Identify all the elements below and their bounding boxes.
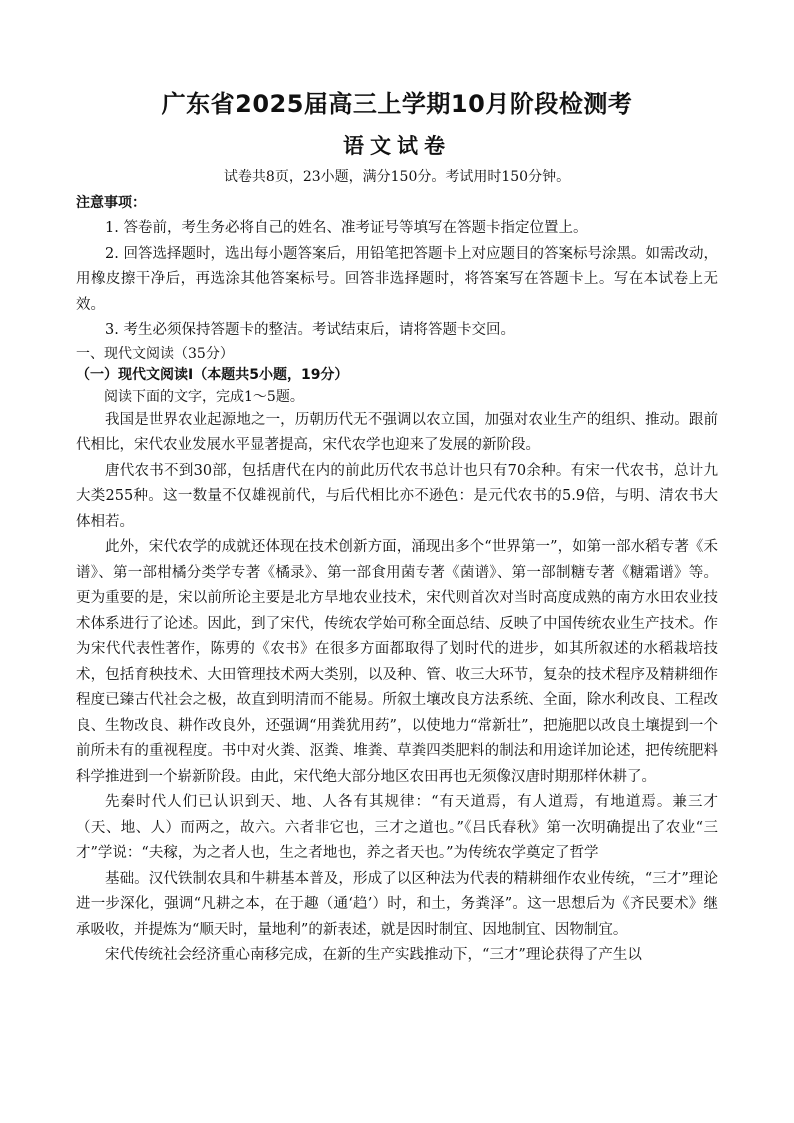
notice-item-2: 2. 回答选择题时，选出每小题答案后，用铅笔把答题卡上对应题目的答案标号涂黑。如需改动，用橡皮擦干净后，再选涂其他答案标号。回答非选择题时，将答案写在答题卡上。写在本试卷上无效。 [76, 245, 718, 313]
notice-heading: 注意事项： [76, 195, 146, 211]
passage-paragraph-3: 此外，宋代农学的成就还体现在技术创新方面，涌现出多个“世界第一”，如第一部水稻专著《禾谱》、第一部柑橘分类学专著《橘录》、第一部食用菌专著《菌谱》、第一部制糖专著《糖霜谱》等。更为重要的是，宋以前所论主要是北方旱地农业技术，宋代则首次对当时高度成熟的南方水田农业技术体系进行了论述。因此，到了宋代，传统农学始可称全面总结、反映了中国传统农业生产技术。作为宋代代表性著作，陈旉的《农书》在很多方面都取得了划时代的进步，如其所叙述的水稻栽培技术，包括育秧技术、大田管理技术两大类别，以及种、管、收三大环节，复杂的技术程序及精耕细作程度已臻古代社会之极，故直到明清而不能易。所叙土壤改良方法系统、全面，除水利改良、工程改良、生物改良、耕作改良外，还强调“用粪犹用药”，以使地力“常新壮”，把施肥以改良土壤提到一个前所未有的重视程度。书中对火粪、沤粪、堆粪、草粪四类肥料的制法和用途详加论述，把传统肥料科学推进到一个崭新阶段。由此，宋代绝大部分地区农田再也无须像汉唐时期那样休耕了。 [76, 539, 718, 785]
exam-body [76, 216, 718, 969]
notice-item-3: 3. 考生必须保持答题卡的整洁。考试结束后，请将答题卡交回。 [105, 322, 515, 338]
exam-title: 广东省2025届高三上学期10月阶段检测考 [161, 90, 633, 118]
passage-paragraph-4: 先秦时代人们已认识到天、地、人各有其规律：“有天道焉，有人道焉，有地道焉。兼三才（天、地、人）而两之，故六。六者非它也，三才之道也。”《吕氏春秋》第一次明确提出了农业“三才”学说：“夫稼，为之者人也，生之者地也，养之者天也。”为传统农学奠定了哲学 [76, 794, 718, 861]
reading-instruction: 阅读下面的文字，完成1～5题。 [104, 388, 304, 405]
exam-info: 试卷共8页，23小题，满分150分。考试用时150分钟。 [223, 169, 571, 185]
passage-paragraph-5: 基础。汉代铁制农具和牛耕基本普及，形成了以区种法为代表的精耕细作农业传统，“三才”理论进一步深化，强调“凡耕之本，在于趣（通‘趋’）时，和土，务粪泽”。这一思想后为《齐民要术》继承吸收，并提炼为“顺天时，量地利”的新表述，就是因时制宜、因地制宜、因物制宜。 [76, 870, 718, 938]
exam-subtitle: 语文试卷 [343, 134, 451, 158]
section-subheading: （一）现代文阅读Ⅰ（本题共5小题，19分） [76, 366, 349, 383]
passage-paragraph-2: 唐代农书不到30部，包括唐代在内的前此历代农书总计也只有70余种。有宋一代农书，总计九大类255种。这一数量不仅雄视前代，与后代相比亦不逊色：是元代农书的5.9倍，与明、清农书大体相若。 [76, 462, 718, 530]
passage-paragraph-1: 我国是世界农业起源地之一，历朝历代无不强调以农立国，加强对农业生产的组织、推动。跟前代相比，宋代农业发展水平显著提高，宋代农学也迎来了发展的新阶段。 [76, 411, 718, 453]
passage-paragraph-6: 宋代传统社会经济重心南移完成，在新的生产实践推动下，“三才”理论获得了产生以 [105, 947, 642, 963]
section-heading: 一、现代文阅读（35分） [76, 345, 234, 362]
notice-item-1: 1. 答卷前，考生务必将自己的姓名、准考证号等填写在答题卡指定位置上。 [105, 220, 588, 236]
